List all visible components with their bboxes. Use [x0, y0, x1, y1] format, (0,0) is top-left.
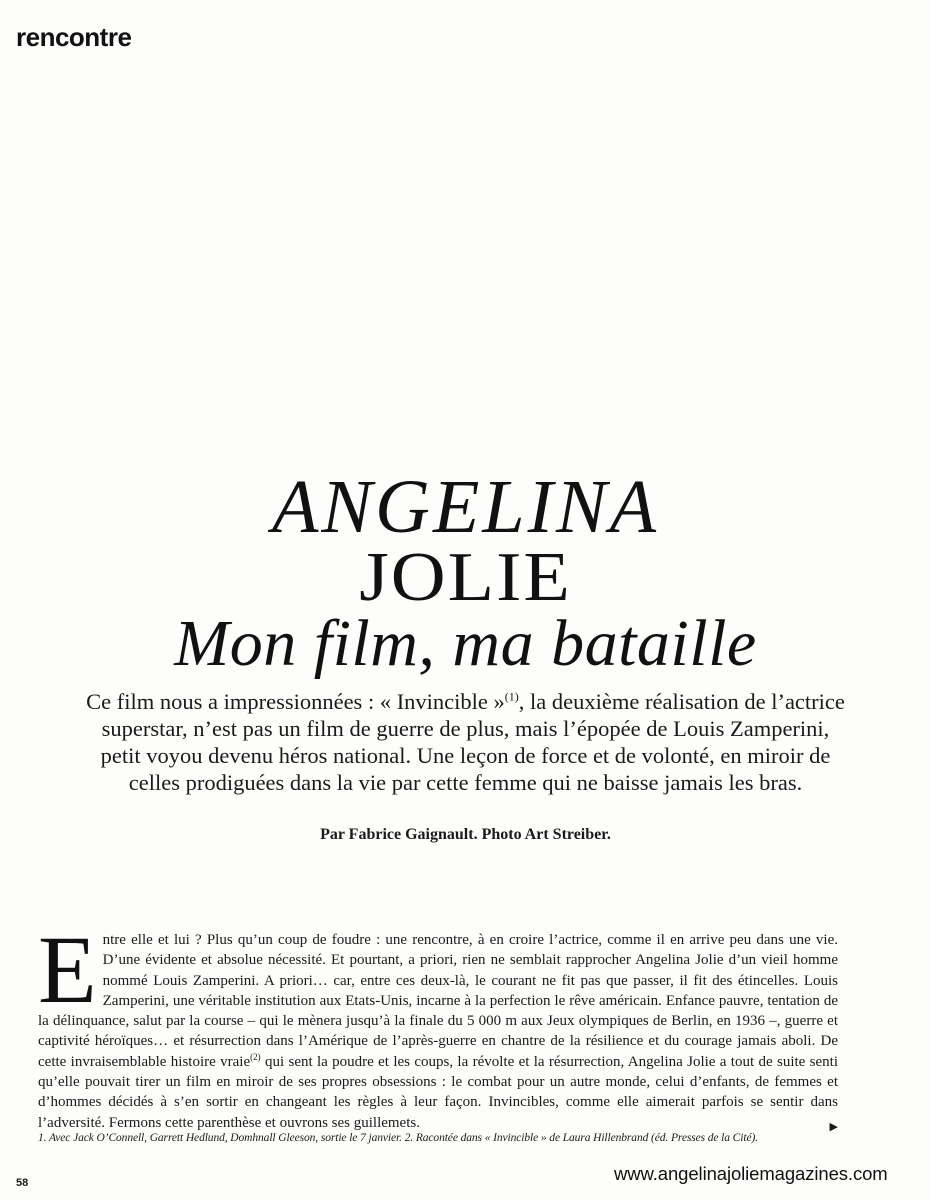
- page-number: 58: [16, 1177, 29, 1189]
- footnotes: 1. Avec Jack O’Connell, Garrett Hedlund, Domhnall Gleeson, sortie le 7 janvier. 2. Racontée dans « Invincible » de Laura Hillenbrand (éd. Presses de la Cité).: [38, 1132, 758, 1144]
- triangle-right-icon: ▶: [829, 1120, 838, 1133]
- intro-paragraph: [80, 688, 851, 796]
- article-footnote-ref: (2): [250, 1051, 261, 1062]
- headline-first-name: ANGELINA: [271, 465, 660, 549]
- watermark-url: www.angelinajoliemagazines.com: [614, 1163, 888, 1184]
- drop-cap: E: [38, 916, 97, 1023]
- article-body: [38, 916, 838, 1137]
- intro-text-end: , la deuxième réalisation de l’actrice superstar, n’est pas un film de guerre de plus, mais l’épopée de Louis Zamperini, petit voyou devenu héros national. Une leçon de force et de volonté, en miroir de celles prodiguées dans la vie par cette femme qui ne baisse jamais les bras.: [100, 689, 845, 795]
- headline-subtitle: Mon film, ma bataille: [174, 607, 757, 680]
- headline-last-name: JOLIE: [359, 538, 572, 616]
- article-text-end: qui sent la poudre et les coups, la révolte et la résurrection, Angelina Jolie a tout de suite senti qu’elle pouvait tirer un film en miroir de ses propres obsessions : le combat pour un autre monde, celui d’enfants, de femmes et d’hommes décidés à s’en sortir en changeant les règles à leur façon. Invincibles, comme elle aimerait parfois se sentir dans l’adversité. Fermons cette parenthèse et ouvrons ses guillemets.: [38, 1053, 838, 1131]
- byline-credit: Par Fabrice Gaignault. Photo Art Streiber.: [320, 826, 611, 843]
- article-text-start: ntre elle et lui ? Plus qu’un coup de foudre : une rencontre, à en croire l’actrice, comme il en arrive peu dans une vie. D’une évidente et absolue nécessité. Et pourtant, a priori, rien ne semblait rapprocher Angelina Jolie d’un vieil homme nommé Louis Zamperini. A priori… car, entre ces deux-là, le courant ne fit pas que passer, il fit des étincelles. Louis Zamperini, une véritable institution aux Etats-Unis, incarne à la perfection le rêve américain. Enfance pauvre, tentation de la délinquance, salut par la course – qui le mènera jusqu’à la finale du 5 000 m aux Jeux olympiques de Berlin, en 1936 –, guerre et captivité héroïques… et résurrection dans l’Amérique de l’après-guerre en chantre de la résilience et du courage jamais aboli. De cette invraisemblable histoire vraie: [38, 932, 838, 1070]
- section-label: rencontre: [16, 22, 132, 52]
- intro-footnote-ref: (1): [504, 689, 519, 704]
- intro-text-start: Ce film nous a impressionnées : « Invincible »: [86, 689, 505, 714]
